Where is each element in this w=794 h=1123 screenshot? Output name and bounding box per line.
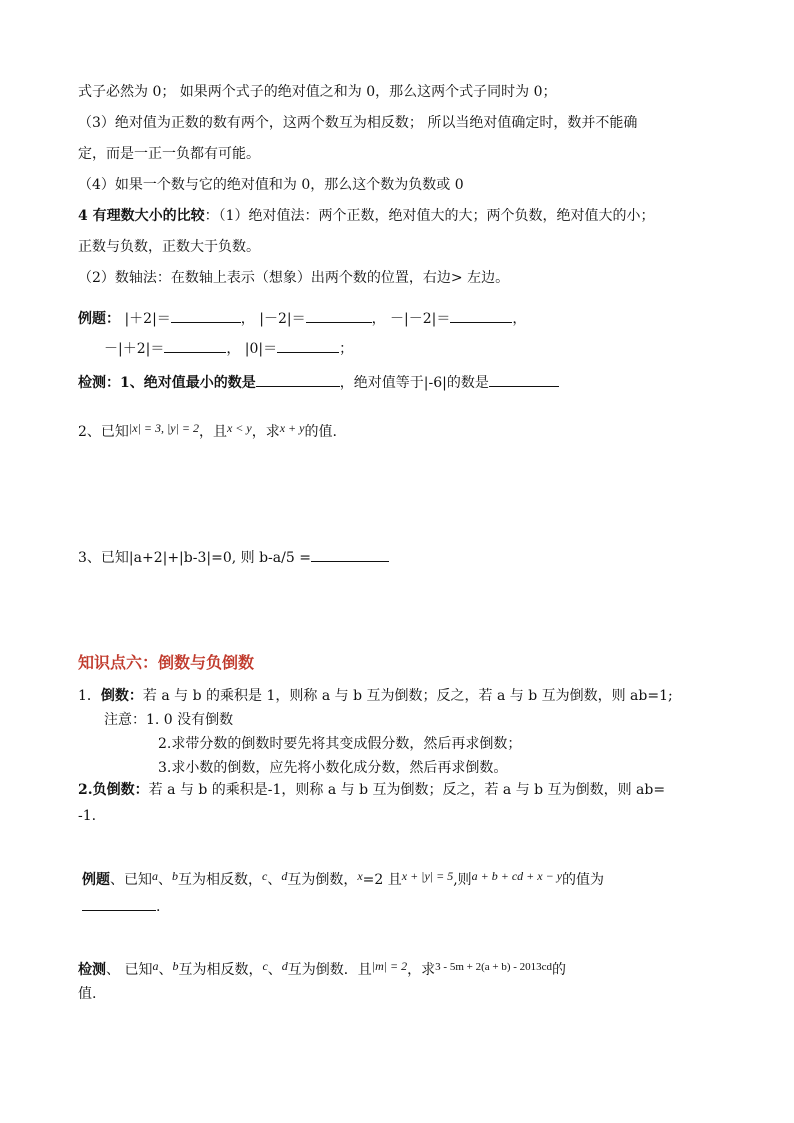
text: =2 且 xyxy=(362,872,402,888)
text: ,则 xyxy=(453,872,472,888)
answer-blank[interactable] xyxy=(277,338,339,353)
answer-blank[interactable] xyxy=(171,308,241,323)
question: ，且 xyxy=(198,424,227,440)
example-line xyxy=(78,308,526,329)
text: （2）数轴法：在数轴上表示（想象）出两个数的位置，右边> 左边。 xyxy=(78,270,510,286)
text: . xyxy=(156,899,161,915)
text: （3）绝对值为正数的数有两个，这两个数互为相反数； 所以当绝对值确定时，数并不能确 xyxy=(78,115,638,131)
check-line xyxy=(78,372,559,393)
text: 互为倒数， xyxy=(287,872,358,888)
math-variable: c xyxy=(262,959,268,973)
math-formula: 3 - 5m + 2(a + b) - 2013cd xyxy=(435,961,553,973)
note-line xyxy=(104,710,233,730)
text: 定，而是一正一负都有可能。 xyxy=(78,146,260,162)
answer-blank[interactable] xyxy=(164,338,226,353)
text-line xyxy=(78,237,260,257)
answer-blank[interactable] xyxy=(450,308,512,323)
expression: |＋2|＝ xyxy=(124,311,171,327)
text: 式子必然为 0； 如果两个式子的绝对值之和为 0，那么这两个式子同时为 0； xyxy=(78,84,557,100)
text: 互为相反数， xyxy=(178,962,263,978)
comparison-heading-line xyxy=(78,206,655,226)
math-variable: b xyxy=(172,959,179,973)
example-label: 例题： xyxy=(78,311,120,327)
term: 2.负倒数： xyxy=(78,782,149,798)
item-number: 1． xyxy=(78,688,101,704)
answer-blank[interactable] xyxy=(82,896,156,911)
check-line xyxy=(78,956,566,980)
term: 倒数： xyxy=(100,688,143,704)
answer-blank[interactable] xyxy=(256,372,340,387)
text: 若 a 与 b 的乘积是-1，则称 a 与 b 互为倒数；反之，若 a 与 b 互为倒数，则 ab= xyxy=(148,782,666,798)
answer-blank[interactable] xyxy=(306,308,372,323)
example-line xyxy=(104,338,353,359)
text: 的 xyxy=(552,962,567,978)
text: 、 xyxy=(158,872,172,888)
definition-line xyxy=(78,780,665,800)
text: 的值为 xyxy=(562,872,605,888)
question-line xyxy=(78,547,389,568)
text: 、 已知 xyxy=(106,962,153,978)
example-line xyxy=(82,896,160,917)
section-title xyxy=(78,653,254,673)
math-variable: b xyxy=(172,869,178,883)
question: 3、已知|a+2|+|b-3|=0, 则 b-a/5 = xyxy=(78,550,311,566)
text: 正数与负数，正数大于负数。 xyxy=(78,239,260,255)
definition-line xyxy=(78,686,673,706)
separator: ； xyxy=(339,341,354,357)
math-variable: d xyxy=(281,869,288,883)
text: 互为相反数， xyxy=(178,872,262,888)
text: 、 xyxy=(267,872,282,888)
section-title-text: 知识点六：倒数与负倒数 xyxy=(78,653,255,672)
example-line xyxy=(82,866,604,890)
section-heading: 4 有理数大小的比较 xyxy=(78,208,205,224)
text: 值. xyxy=(78,986,97,1002)
expression: －|＋2|＝ xyxy=(104,341,165,357)
math-formula: |m| = 2 xyxy=(371,959,408,973)
expression: |0|＝ xyxy=(244,341,278,357)
question: ，绝对值等于|-6|的数是 xyxy=(339,375,489,391)
math-variable: d xyxy=(281,959,288,973)
answer-blank[interactable] xyxy=(311,547,389,562)
text: 2.求带分数的倒数时要先将其变成假分数，然后再求倒数； xyxy=(158,736,522,752)
expression: |－2|＝ xyxy=(259,311,306,327)
text: -1. xyxy=(78,808,97,824)
question-line xyxy=(78,418,337,442)
math-variable: c xyxy=(262,869,268,883)
text: （4）如果一个数与它的绝对值和为 0，那么这个数为负数或 0 xyxy=(78,177,464,193)
text-line xyxy=(78,144,260,164)
question: 的值. xyxy=(304,424,337,440)
math-variable: x xyxy=(357,869,363,883)
answer-blank[interactable] xyxy=(489,372,559,387)
math-variable: a xyxy=(152,959,159,973)
question: 2、已知 xyxy=(78,424,129,440)
separator: ， xyxy=(226,341,241,357)
separator: ， xyxy=(371,311,386,327)
text-line xyxy=(78,268,509,288)
text: 、 xyxy=(267,962,282,978)
text: ，求 xyxy=(407,962,436,978)
check-label: 检测 xyxy=(78,962,106,978)
math-variable: a xyxy=(152,869,158,883)
text: 3.求小数的倒数，应先将小数化成分数，然后再求倒数。 xyxy=(158,760,508,776)
text-line xyxy=(78,113,637,133)
math-formula: a + b + cd + x − y xyxy=(471,869,563,883)
math-formula: |x| = 3, |y| = 2 xyxy=(128,421,199,435)
note-line xyxy=(158,734,521,754)
math-formula: x + y xyxy=(279,421,305,435)
text-line xyxy=(78,82,557,102)
question: ，求 xyxy=(251,424,280,440)
text: ：（1）绝对值法：两个正数，绝对值大的大；两个负数，绝对值大的小； xyxy=(204,208,655,224)
expression: －|－2|＝ xyxy=(390,311,451,327)
text: 若 a 与 b 的乘积是 1，则称 a 与 b 互为倒数；反之，若 a 与 b 互为倒数，则 ab=1; xyxy=(142,688,673,704)
separator: ， xyxy=(240,311,255,327)
math-formula: x + |y| = 5 xyxy=(401,869,454,883)
check-label: 检测： xyxy=(78,375,120,391)
text: 互为倒数．且 xyxy=(287,962,372,978)
separator: ， xyxy=(512,311,527,327)
note-line xyxy=(158,758,507,778)
text: 、 xyxy=(158,962,173,978)
text-line xyxy=(78,984,96,1004)
text-line xyxy=(78,175,464,195)
example-label: 例题 xyxy=(82,872,110,888)
text: 、已知 xyxy=(110,872,152,888)
question: 1、绝对值最小的数是 xyxy=(120,375,256,391)
text-line xyxy=(78,806,96,826)
math-formula: x < y xyxy=(226,421,252,435)
text: 注意：1. 0 没有倒数 xyxy=(104,712,234,728)
